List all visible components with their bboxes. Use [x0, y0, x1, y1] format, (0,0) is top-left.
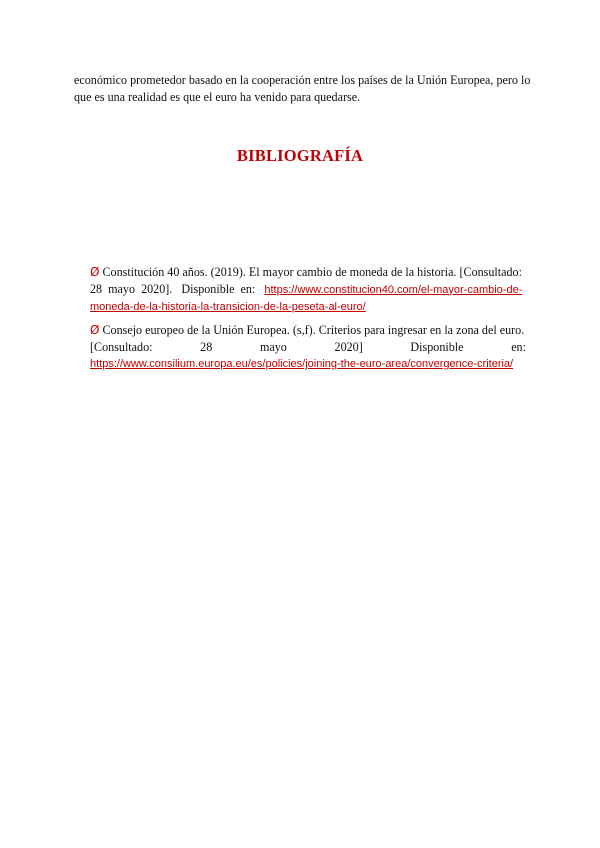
- intro-line-1: económico prometedor basado en la cooperación entre los países de la Unión Europea, pero lo: [74, 73, 531, 87]
- entry-1-line-2: [90, 281, 526, 299]
- entry-2-word: 28: [200, 339, 213, 354]
- entry-2-word: Disponible: [410, 339, 464, 354]
- entry-1-word: mayo: [108, 281, 136, 296]
- entry-1-word: 2020].: [141, 281, 173, 296]
- entry-2-link[interactable]: https://www.consilium.europa.eu/es/policies/joining-the-euro-area/convergence-criteria/: [90, 358, 514, 370]
- intro-paragraph: [74, 72, 531, 106]
- bibliography-entry-1: [90, 264, 526, 316]
- entry-1-title: Constitución 40 años. (2019). El mayor cambio de moneda de la historia. [Consultado:: [102, 265, 522, 279]
- bibliography-heading: BIBLIOGRAFÍA: [236, 146, 364, 165]
- entry-1-word: Disponible: [181, 281, 235, 296]
- entry-2-line-2: [90, 339, 526, 356]
- entry-1-link-part-1[interactable]: https://www.constitucion40.com/el-mayor-cambio-de-: [264, 283, 523, 296]
- entry-2-line-1: [90, 322, 526, 339]
- entry-1-word: en:: [240, 281, 256, 296]
- entry-1-link-part-2[interactable]: moneda-de-la-historia-la-transicion-de-la-peseta-al-euro/: [90, 301, 366, 313]
- entry-2-line-3: [90, 355, 526, 373]
- bullet-icon: Ø: [90, 265, 100, 279]
- bibliography-entry-2: [90, 322, 526, 373]
- entry-1-line-1: [90, 264, 526, 281]
- bullet-icon: Ø: [90, 323, 100, 337]
- entry-2-word: 2020]: [334, 339, 363, 354]
- entry-2-word: mayo: [259, 339, 287, 354]
- entry-2-word: [Consultado:: [90, 339, 153, 354]
- entry-2-title: Consejo europeo de la Unión Europea. (s,f). Criterios para ingresar en la zona del euro.: [102, 323, 525, 337]
- entry-2-word: en:: [511, 339, 526, 354]
- intro-line-2: que es una realidad es que el euro ha venido para quedarse.: [74, 90, 361, 104]
- entry-1-word: 28: [90, 281, 103, 296]
- entry-1-line-3: [90, 298, 526, 316]
